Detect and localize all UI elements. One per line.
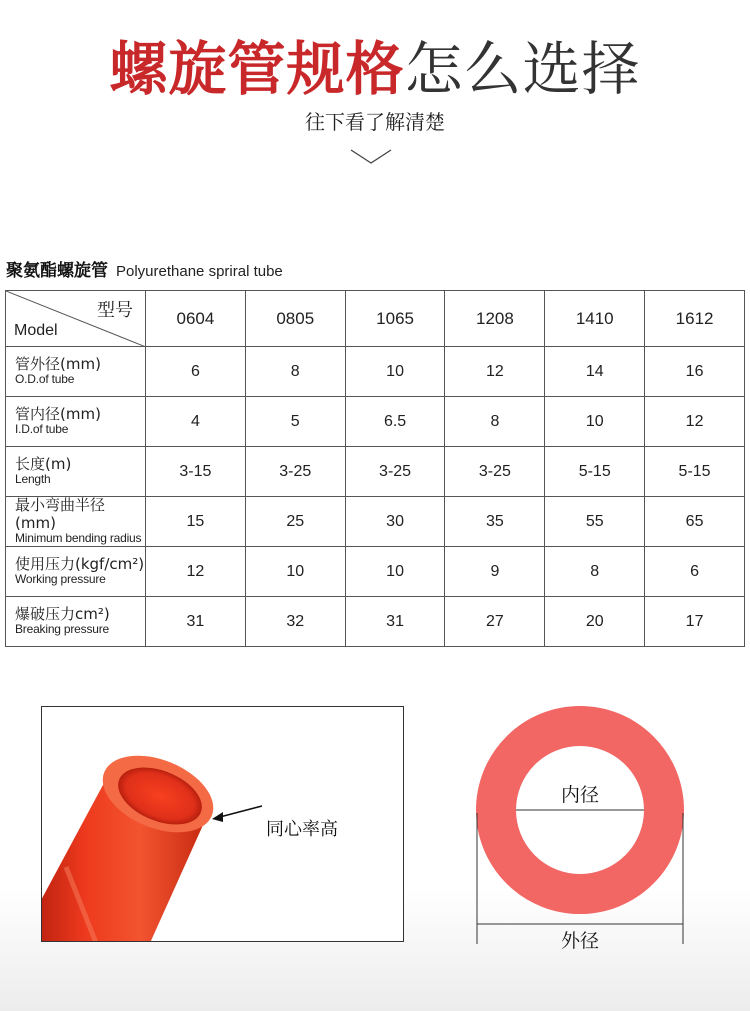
table-row [6, 497, 745, 547]
diameter-diagram [470, 700, 690, 950]
table-header-row [6, 291, 745, 347]
table-cell: 8 [245, 347, 345, 397]
table-cell: 12 [146, 547, 246, 597]
tube-illustration [42, 707, 404, 942]
corner-model-cn: 型号 [97, 300, 133, 321]
table-cell: 10 [245, 547, 345, 597]
table-cell: 4 [146, 397, 246, 447]
table-row [6, 447, 745, 497]
spec-table [5, 290, 745, 647]
section-title [6, 256, 283, 281]
table-cell: 32 [245, 597, 345, 647]
chevron-down-icon [350, 148, 392, 166]
table-cell: 35 [445, 497, 545, 547]
table-row [6, 347, 745, 397]
table-corner-cell [6, 291, 146, 347]
table-cell: 8 [445, 397, 545, 447]
row-label [6, 347, 146, 397]
table-cell: 6.5 [345, 397, 445, 447]
row-label [6, 547, 146, 597]
table-row [6, 397, 745, 447]
table-cell: 65 [645, 497, 745, 547]
model-header: 0604 [146, 291, 246, 347]
row-label [6, 447, 146, 497]
corner-model-en: Model [14, 322, 58, 339]
row-label-en: Length [15, 472, 51, 487]
table-cell: 15 [146, 497, 246, 547]
row-label-en: Breaking pressure [15, 622, 109, 637]
model-header: 1208 [445, 291, 545, 347]
table-cell: 5 [245, 397, 345, 447]
table-cell: 3-25 [345, 447, 445, 497]
table-cell: 17 [645, 597, 745, 647]
outer-diameter-label: 外径 [560, 930, 599, 952]
table-cell: 55 [545, 497, 645, 547]
row-label-cn: 爆破压力cm²) [15, 604, 110, 623]
title-highlight: 螺旋管规格 [109, 35, 405, 103]
table-cell: 5-15 [545, 447, 645, 497]
page-title [0, 34, 750, 105]
table-cell: 6 [645, 547, 745, 597]
table-cell: 16 [645, 347, 745, 397]
row-label-en: Working pressure [15, 572, 106, 587]
table-cell: 12 [645, 397, 745, 447]
table-row [6, 597, 745, 647]
tube-photo [41, 706, 404, 942]
row-label-en: I.D.of tube [15, 422, 69, 437]
model-header: 1065 [345, 291, 445, 347]
table-cell: 3-15 [146, 447, 246, 497]
table-cell: 31 [345, 597, 445, 647]
row-label-en: O.D.of tube [15, 372, 75, 387]
row-label-en: Minimum bending radius [15, 530, 142, 545]
row-label [6, 397, 146, 447]
page-subtitle: 往下看了解清楚 [305, 110, 445, 134]
row-label-cn: 管外径(mm) [15, 354, 101, 373]
table-cell: 9 [445, 547, 545, 597]
table-cell: 6 [146, 347, 246, 397]
title-rest: 怎么选择 [404, 35, 641, 103]
row-label-cn: 长度(m) [15, 454, 72, 473]
model-header: 1612 [645, 291, 745, 347]
table-cell: 12 [445, 347, 545, 397]
model-header: 0805 [245, 291, 345, 347]
table-cell: 3-25 [445, 447, 545, 497]
table-cell: 30 [345, 497, 445, 547]
row-label-cn: 管内径(mm) [15, 404, 101, 423]
table-row [6, 547, 745, 597]
table-cell: 14 [545, 347, 645, 397]
row-label-cn: 使用压力(kgf/cm²) [15, 554, 145, 573]
table-cell: 10 [545, 397, 645, 447]
table-cell: 3-25 [245, 447, 345, 497]
section-title-cn: 聚氨酯螺旋管 [6, 261, 108, 281]
table-cell: 10 [345, 347, 445, 397]
table-cell: 5-15 [645, 447, 745, 497]
table-cell: 25 [245, 497, 345, 547]
concentricity-label: 同心率高 [266, 819, 338, 840]
row-label-cn: 最小弯曲半径(mm) [15, 496, 106, 532]
section-title-en: Polyurethane spriral tube [116, 263, 283, 280]
row-label [6, 497, 146, 547]
table-cell: 20 [545, 597, 645, 647]
table-cell: 31 [146, 597, 246, 647]
table-cell: 10 [345, 547, 445, 597]
row-label [6, 597, 146, 647]
model-header: 1410 [545, 291, 645, 347]
inner-diameter-label: 内径 [560, 784, 599, 806]
tube-cross-section [470, 700, 690, 950]
table-cell: 8 [545, 547, 645, 597]
table-cell: 27 [445, 597, 545, 647]
